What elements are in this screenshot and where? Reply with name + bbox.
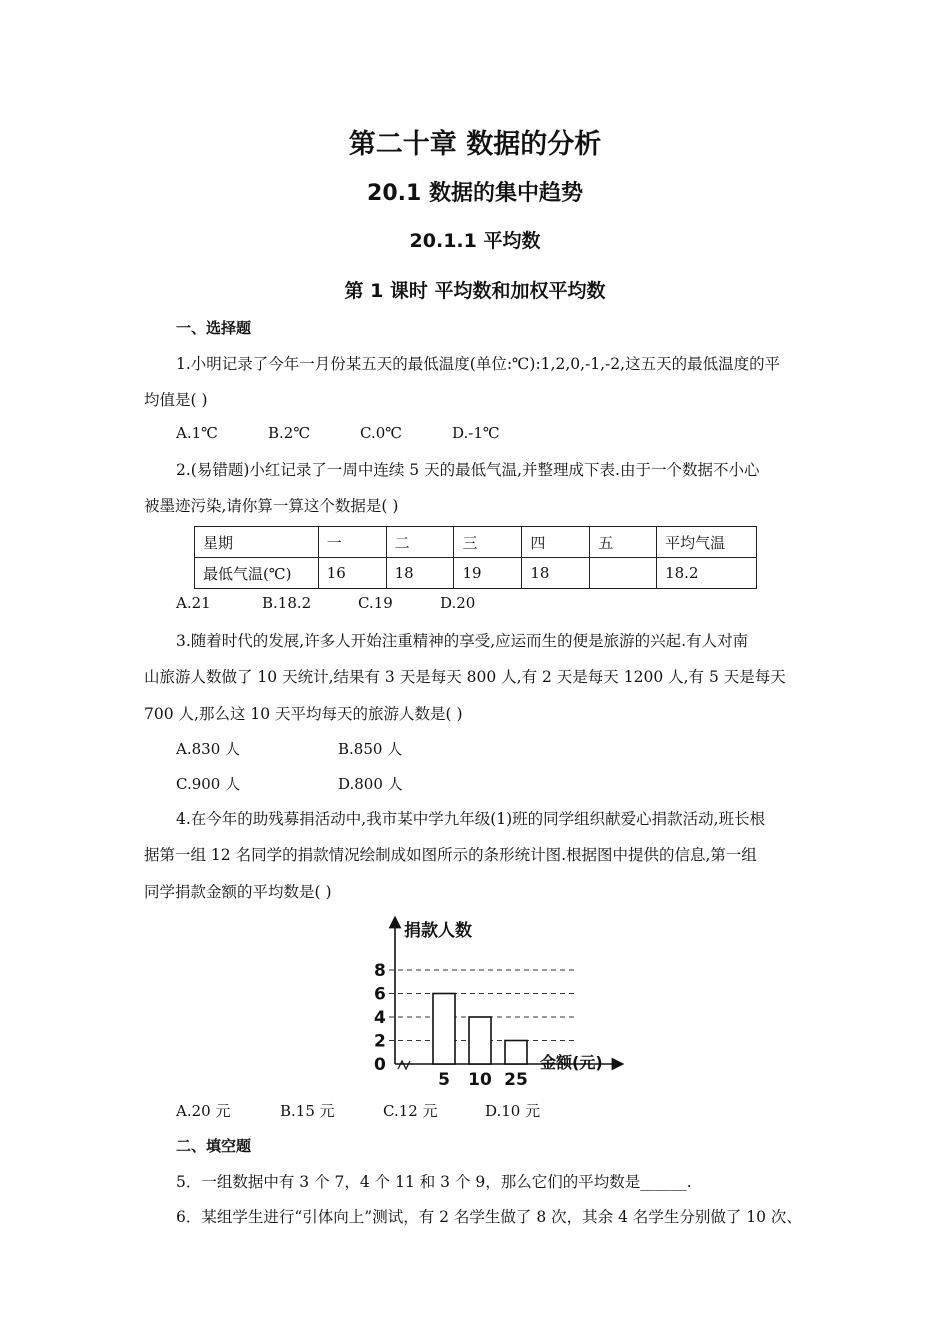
table-cell: 18 [386,558,454,589]
q3-option-c: C.900 人 [176,775,241,793]
q4-option-a: A.20 元 [176,1102,231,1120]
y-tick-label: 4 [374,1008,386,1028]
x-tick-label: 10 [468,1070,492,1090]
lesson-title: 第 1 课时 平均数和加权平均数 [344,280,606,302]
q1-option-d: D.-1℃ [452,424,500,442]
q2-line2: 被墨迹污染,请你算一算这个数据是( ) [144,497,399,515]
y-axis-label: 捐款人数 [404,921,472,941]
q3-option-d: D.800 人 [338,775,403,793]
q2-option-c: C.19 [358,594,393,612]
bar [469,1017,491,1064]
x-tick-label: 25 [504,1070,528,1090]
table-row [195,558,757,589]
q2-option-b: B.18.2 [262,594,312,612]
bar [505,1041,527,1065]
table-cell: 三 [454,527,522,558]
q5-line1: 5．一组数据中有 3 个 7，4 个 11 和 3 个 9，那么它们的平均数是______. [176,1173,692,1191]
table-cell: 四 [522,527,590,558]
section-title: 20.1 数据的集中趋势 [367,181,583,206]
q3-line3: 700 人,那么这 10 天平均每天的旅游人数是( ) [144,705,463,723]
x-axis-label: 金额(元) [540,1053,603,1072]
q3-option-b: B.850 人 [338,740,403,758]
table-cell: 星期 [195,527,319,558]
q1-line1: 1.小明记录了今年一月份某五天的最低温度(单位:℃):1,2,0,-1,-2,这五天的最低温度的平 [176,355,781,373]
q4-line3: 同学捐款金额的平均数是( ) [144,883,332,901]
table-cell: 二 [386,527,454,558]
donation-bar-chart [360,912,630,1090]
temperature-table [194,526,757,589]
q2-line1: 2.(易错题)小红记录了一周中连续 5 天的最低气温,并整理成下表.由于一个数据不小心 [176,461,760,479]
table-cell: 五 [590,527,657,558]
q4-option-b: B.15 元 [280,1102,335,1120]
y-tick-label: 6 [374,984,386,1005]
table-cell-stained [590,558,657,589]
q1-line2: 均值是( ) [144,391,208,409]
q6-line1: 6．某组学生进行“引体向上”测试，有 2 名学生做了 8 次，其余 4 名学生分别做了 10 次、 [176,1208,802,1226]
x-tick-label: 5 [438,1070,450,1090]
table-header-row [195,527,757,558]
y-tick-label: 0 [374,1055,386,1075]
q4-option-c: C.12 元 [383,1102,438,1120]
q1-option-c: C.0℃ [360,424,403,442]
table-cell: 18.2 [657,558,757,589]
q3-line1: 3.随着时代的发展,许多人开始注重精神的享受,应运而生的便是旅游的兴起.有人对南 [176,632,749,650]
table-cell: 16 [318,558,386,589]
axis-break-icon [398,1061,410,1069]
q4-line1: 4.在今年的助残募捐活动中,我市某中学九年级(1)班的同学组织献爱心捐款活动,班长根 [176,810,766,828]
q4-option-d: D.10 元 [485,1102,541,1120]
part1-heading: 一、选择题 [176,319,252,337]
table-cell: 最低气温(℃) [195,558,319,589]
q3-option-a: A.830 人 [176,740,240,758]
q4-line2: 据第一组 12 名同学的捐款情况绘制成如图所示的条形统计图.根据图中提供的信息,第一组 [144,846,757,864]
y-tick-label: 2 [374,1031,386,1052]
y-tick-label: 8 [374,961,386,981]
q3-line2: 山旅游人数做了 10 天统计,结果有 3 天是每天 800 人,有 2 天是每天 1200 人,有 5 天是每天 [144,668,786,686]
q2-option-d: D.20 [440,594,476,612]
chapter-title: 第二十章 数据的分析 [348,129,602,160]
table-cell: 18 [522,558,590,589]
subsection-title: 20.1.1 平均数 [409,230,541,252]
q1-option-b: B.2℃ [268,424,311,442]
bar [433,994,455,1065]
table-cell: 平均气温 [657,527,757,558]
table-cell: 一 [318,527,386,558]
q2-option-a: A.21 [176,594,211,612]
table-cell: 19 [454,558,522,589]
part2-heading: 二、填空题 [176,1137,252,1155]
q1-option-a: A.1℃ [176,424,218,442]
